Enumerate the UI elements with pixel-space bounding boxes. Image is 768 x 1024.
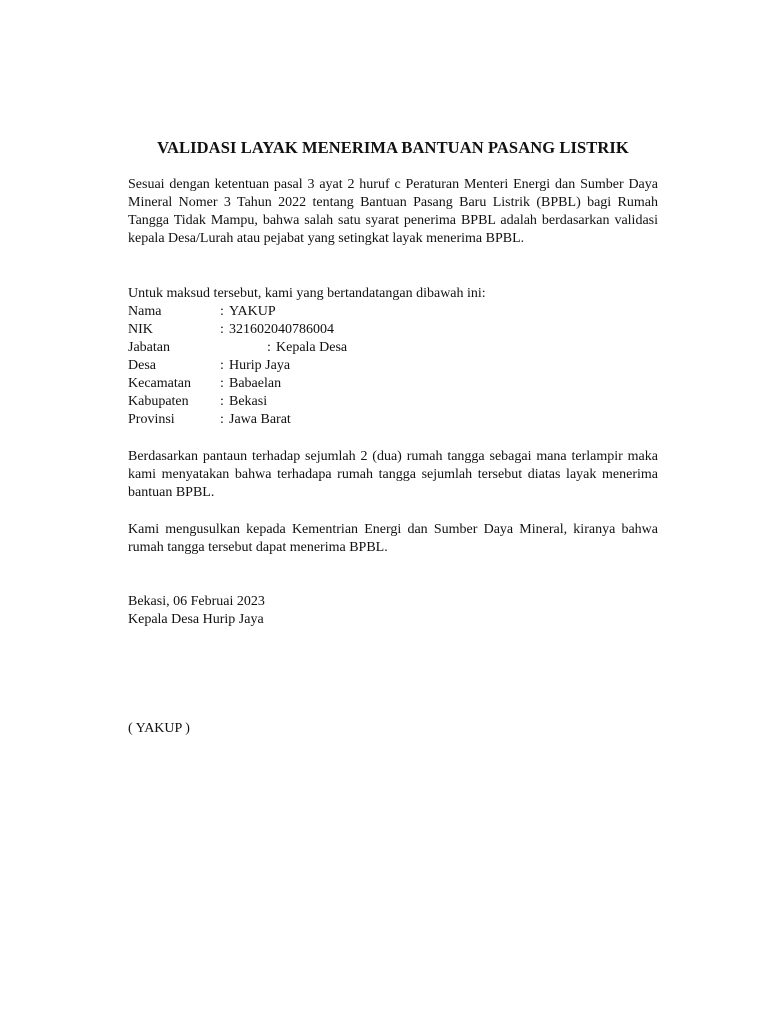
- field-separator: :: [220, 358, 224, 373]
- proposal-paragraph: Kami mengusulkan kepada Kementrian Energi dan Sumber Daya Mineral, kiranya bahwa rumah tangga tersebut dapat menerima BPBL.: [128, 522, 658, 555]
- signer-name: ( YAKUP ): [128, 721, 190, 736]
- field-separator: :: [220, 394, 224, 409]
- field-label-provinsi: Provinsi: [128, 412, 175, 427]
- assessment-paragraph: Berdasarkan pantaun terhadap sejumlah 2 (dua) rumah tangga sebagai mana terlampir maka kami menyatakan bahwa terhadapa rumah tangga sejumlah tersebut diatas layak menerima bantuan BPBL.: [128, 449, 658, 500]
- field-label-kabupaten: Kabupaten: [128, 394, 189, 409]
- field-value-jabatan: Kepala Desa: [276, 340, 348, 355]
- place-date: Bekasi, 06 Februai 2023: [128, 594, 265, 609]
- field-separator: :: [220, 376, 224, 391]
- field-separator: :: [267, 340, 271, 355]
- document-title: VALIDASI LAYAK MENERIMA BANTUAN PASANG LISTRIK: [157, 138, 629, 157]
- field-label-nama: Nama: [128, 304, 162, 319]
- field-value-kecamatan: Babaelan: [229, 376, 282, 391]
- field-value-provinsi: Jawa Barat: [229, 412, 291, 427]
- field-label-desa: Desa: [128, 358, 156, 373]
- field-label-kecamatan: Kecamatan: [128, 376, 191, 391]
- field-separator: :: [220, 322, 224, 337]
- opening-paragraph: Sesuai dengan ketentuan pasal 3 ayat 2 huruf c Peraturan Menteri Energi dan Sumber Daya Mineral Nomer 3 Tahun 2022 tentang Bantuan Pasang Baru Listrik (BPBL) bagi Rumah Tangga Tidak Mampu, bahwa salah satu syarat penerima BPBL adalah berdasarkan validasi kepala Desa/Lurah atau pejabat yang setingkat layak menerima BPBL.: [128, 177, 658, 246]
- field-value-nik: 321602040786004: [229, 322, 334, 337]
- field-label-jabatan: Jabatan: [128, 340, 170, 355]
- field-separator: :: [220, 412, 224, 427]
- field-separator: :: [220, 304, 224, 319]
- field-value-desa: Hurip Jaya: [229, 358, 291, 373]
- signer-title: Kepala Desa Hurip Jaya: [128, 612, 264, 627]
- field-value-kabupaten: Bekasi: [229, 394, 268, 409]
- field-label-nik: NIK: [128, 322, 153, 337]
- field-value-nama: YAKUP: [229, 304, 276, 319]
- intro-line: Untuk maksud tersebut, kami yang bertandatangan dibawah ini:: [128, 286, 486, 301]
